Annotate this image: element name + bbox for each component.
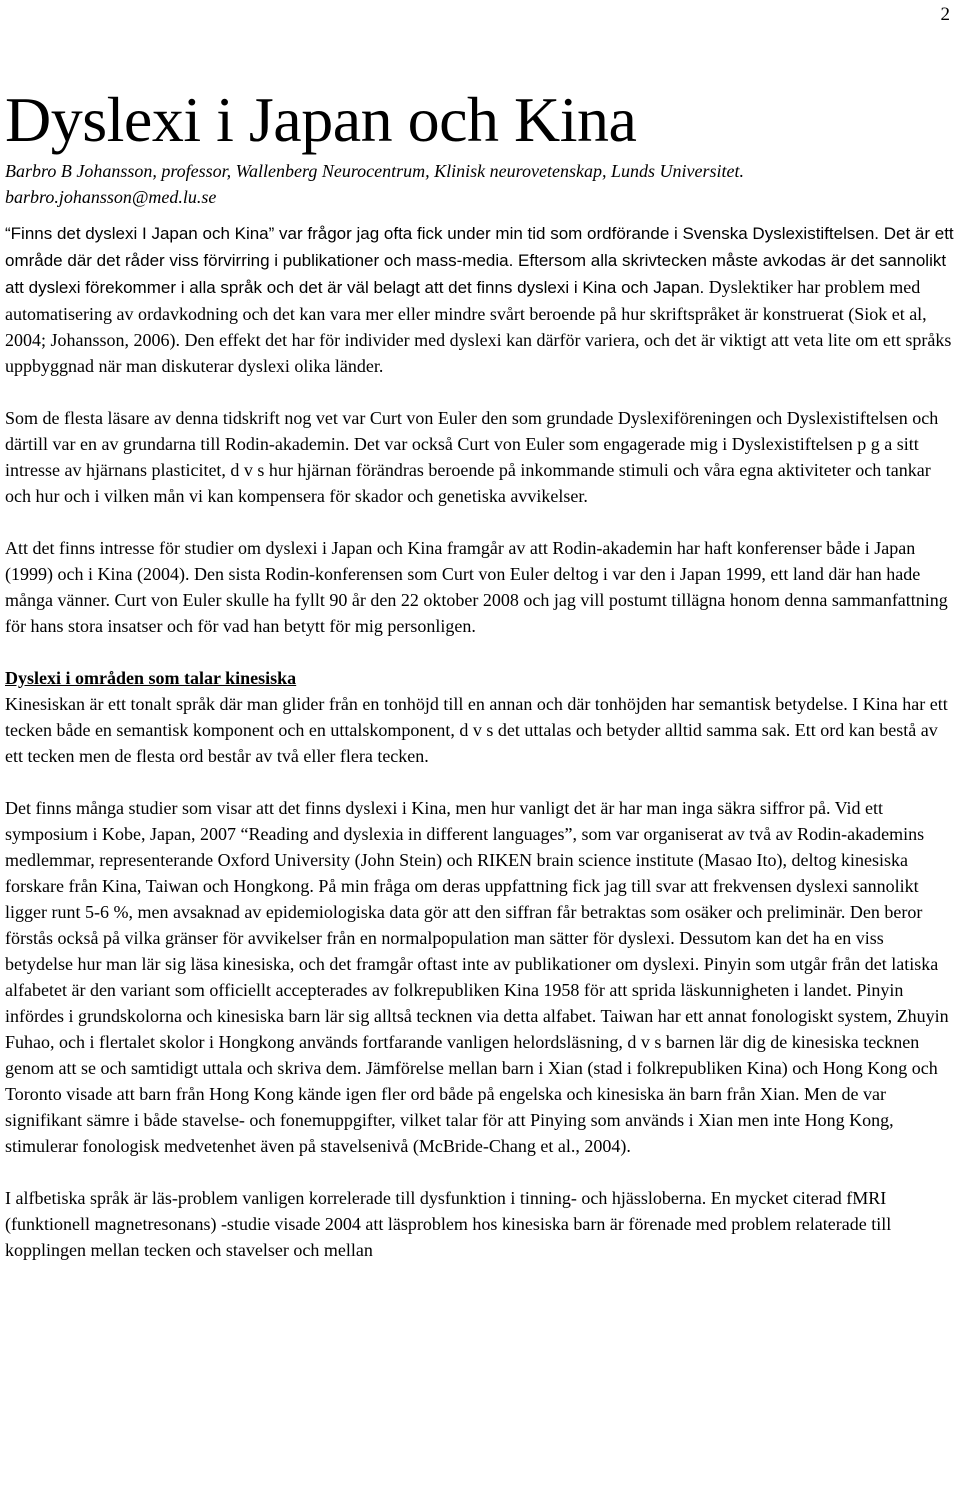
intro-serif-text: Dyslektiker har problem med automatisering av ordavkodning och det kan vara mer eller mindre svårt beroende på hur skriftspråket är konstruerat (Siok et al, 2004; Johansson, 2006). Den effekt det har för individer med dyslexi kan därför variera, och det är viktigt att veta lite om ett språks uppbyggnad när man diskuterar dyslexi olika länder. (5, 277, 952, 376)
intro-paragraph (5, 220, 955, 379)
author-byline (5, 158, 955, 210)
section-heading: Dyslexi i områden som talar kinesiska (5, 668, 297, 688)
paragraph-tonal-language: Kinesiskan är ett tonalt språk där man glider från en tonhöjd till en annan och där tonhöjden har semantisk betydelse. I Kina har ett tecken både en semantisk komponent och en uttalskomponent, d v s det uttalas och betyder alltid samma sak. Ett ord kan bestå av ett tecken men de flesta ord består av två eller flera tecken. (5, 694, 948, 766)
author-email[interactable]: barbro.johansson@med.lu.se (5, 187, 217, 207)
document-body (5, 82, 955, 1289)
author-affiliation: Barbro B Johansson, professor, Wallenberg Neurocentrum, Klinisk neurovetenskap, Lunds Universitet. (5, 161, 744, 181)
paragraph-rodin-conferences: Att det finns intresse för studier om dyslexi i Japan och Kina framgår av att Rodin-akademin har haft konferenser både i Japan (1999) och i Kina (2004). Den sista Rodin-konferensen som Curt von Euler deltog i var den i Japan 1999, ett land där han hade många vänner. Curt von Euler skulle ha fyllt 90 år den 22 oktober 2008 och jag vill postumt tillägna honom denna sammanfattning för hans stora insatser och för vad han betytt för mig personligen. (5, 538, 948, 636)
paragraph-dyslexia-studies: Det finns många studier som visar att det finns dyslexi i Kina, men hur vanligt det är har man inga säkra siffror på. Vid ett symposium i Kobe, Japan, 2007 “Reading and dyslexia in different languages”, som var organiserat av två av Rodin-akademins medlemmar, representerande Oxford University (John Stein) och RIKEN brain science institute (Masao Ito), deltog kinesiska forskare från Kina, Taiwan och Hongkong. På min fråga om deras uppfattning fick jag till svar att frekvensen dyslexi sannolikt ligger runt 5-6 %, men avsaknad av epidemiologiska data gör att den siffran får betraktas som osäker och preliminär. Den beror förstås också på vilka gränser för avvikelser från en normalpopulation man sätter för dyslexi. Dessutom kan det ha en viss betydelse hur man lär sig läsa kinesiska, och det framgår oftast inte av publikationer om dyslexi. Pinyin som utgår från det latiska alfabetet är den variant som officiellt accepterades av folkrepubliken Kina 1958 för att sprida läskunnigheten i landet. Pinyin infördes i grundskolorna och kinesiska barn lär sig alltså tecknen via detta alfabet. Taiwan har ett annat fonologiskt system, Zhuyin Fuhao, och i flertalet skolor i Hongkong används fortfarande vanligen helordsläsning, d v s barnen lär dig de kinesiska tecknen genom att se och samtidigt uttala och skriva dem. Jämförelse mellan barn i Xian (stad i folkrepubliken Kina) och Hong Kong och Toronto visade att barn från Hong Kong kände igen fler ord både på engelska och kinesiska än barn från Xian. Men de var signifikant sämre i både stavelse- och fonemuppgifter, vilket talar för att Pinying som används i Xian men inte Hong Kong, stimulerar fonologisk medvetenhet även på stavelsenivå (McBride-Chang et al., 2004). (5, 798, 949, 1156)
paragraph-alphabetic-languages: I alfbetiska språk är läs-problem vanligen korrelerade till dysfunktion i tinning- och hjässloberna. En mycket citerad fMRI (funktionell magnetresonans) -studie visade 2004 att läsproblem hos kinesiska barn är förenade med problem relaterade till kopplingen mellan tecken och stavelser och mellan (5, 1188, 892, 1260)
document-title: Dyslexi i Japan och Kina (5, 84, 637, 155)
page-number: 2 (940, 4, 950, 25)
intro-sans-text: “Finns det dyslexi I Japan och Kina” var frågor jag ofta fick under min tid som ordförande i Svenska Dyslexistiftelsen. Det är ett område där det råder viss förvirring i publikationer och mass-media. Eftersom alla skrivtecken måste avkodas är det sannolikt att dyslexi förekommer i alla språk och det är väl belagt att det finns dyslexi i Kina och Japan. (5, 224, 954, 297)
paragraph-curt-von-euler: Som de flesta läsare av denna tidskrift nog vet var Curt von Euler den som grundade Dyslexiföreningen och Dyslexistiftelsen och därtill var en av grundarna till Rodin-akademin. Det var också Curt von Euler som engagerade mig i Dyslexistiftelsen p g a sitt intresse av hjärnans plasticitet, d v s hur hjärnan förändras beroende på inkommande stimuli och våra egna aktiviteter och tankar och hur och i vilken mån vi kan kompensera för skador och genetiska avvikelser. (5, 408, 939, 506)
